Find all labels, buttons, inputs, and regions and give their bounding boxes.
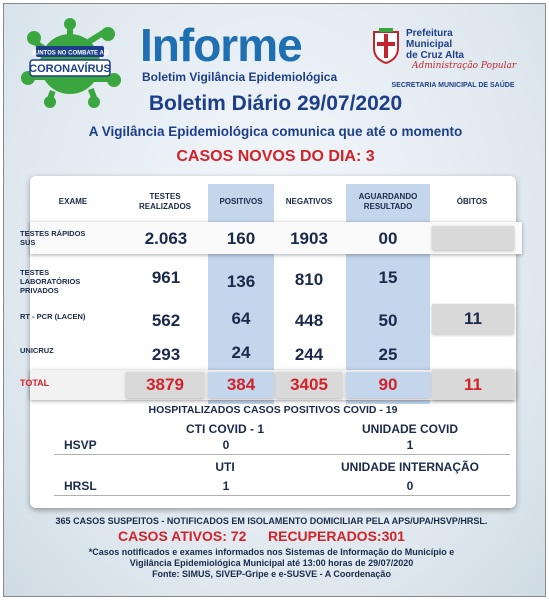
cell-obitos: 11	[464, 309, 482, 328]
footer-note-line1: *Casos notificados e exames informados nos Sistemas de Informação do Município e	[88, 547, 455, 557]
header-testes-realizados: TESTES REALIZADOS	[139, 192, 191, 211]
header-aguardando: AGUARDANDO RESULTADO	[358, 192, 418, 211]
cell-aguardando: 15	[378, 268, 398, 287]
row-label: RT - PCR (LACEN)	[20, 312, 86, 321]
cell-negativos: 810	[294, 270, 324, 289]
hsvp-col1-value: 0	[222, 438, 230, 452]
hrsl-label: HRSL	[64, 479, 97, 493]
prefeitura-line1: Prefeitura	[406, 28, 453, 39]
header-obitos: ÓBITOS	[456, 197, 488, 206]
header-positivos: POSITIVOS	[219, 197, 263, 206]
boletim-date-heading: Boletim Diário 29/07/2020	[148, 92, 403, 115]
cell-testes: 562	[151, 311, 181, 330]
hrsl-col1-value: 1	[222, 479, 230, 493]
prefeitura-name	[406, 28, 536, 61]
cell-testes: 2.063	[144, 229, 188, 248]
row-label: UNICRUZ	[20, 346, 54, 355]
row-label: TESTES RÁPIDOS SUS	[20, 229, 86, 247]
footer-note-line2: Vigilância Epidemiológica Municipal até 13:00 horas de 29/07/2020	[129, 558, 414, 568]
hsvp-col1-header: CTI COVID - 1	[185, 422, 264, 436]
suspected-cases-text: 365 CASOS SUSPEITOS - NOTIFICADOS EM ISOLAMENTO DOMICILIAR PELA APS/UPA/HSVP/HRSL.	[55, 516, 488, 526]
recovered-cases: RECUPERADOS:301	[268, 528, 405, 544]
cell-positivos: 160	[226, 229, 256, 248]
logo-main-text: CORONAVÍRUS	[29, 63, 111, 75]
header-exame: EXAME	[58, 197, 88, 206]
divider	[54, 454, 510, 455]
total-testes: 3879	[146, 375, 184, 394]
hsvp-label: HSVP	[64, 438, 97, 452]
hrsl-col2-value: 0	[406, 479, 414, 493]
row-label: TESTES LABORATÓRIOS PRIVADOS	[20, 268, 81, 295]
cell-negativos: 448	[294, 311, 324, 330]
total-label: TOTAL	[20, 378, 50, 388]
cell-testes: 293	[151, 345, 181, 364]
prefeitura-line3: de Cruz Alta	[406, 50, 464, 61]
new-cases-heading: CASOS NOVOS DO DIA: 3	[176, 148, 375, 165]
hrsl-col2-header: UNIDADE INTERNAÇÃO	[341, 460, 479, 474]
logo-top-text: JUNTOS NO COMBATE AO	[31, 50, 109, 57]
page-title: Informe	[140, 19, 302, 71]
total-aguardando: 90	[378, 375, 398, 394]
total-negativos: 3405	[290, 375, 328, 394]
footer-note	[40, 547, 503, 580]
page-subtitle: Boletim Vigilância Epidemiológica	[142, 70, 338, 84]
active-cases: CASOS ATIVOS: 72	[118, 528, 247, 544]
obitos-cell-empty	[432, 226, 514, 250]
comunica-text: A Vigilância Epidemiológica comunica que até o momento	[88, 124, 463, 139]
hsvp-col2-value: 1	[406, 438, 414, 452]
cell-aguardando: 50	[378, 311, 398, 330]
cell-testes: 961	[151, 268, 181, 287]
total-positivos: 384	[226, 375, 256, 394]
cell-positivos: 136	[226, 272, 256, 291]
hospitalized-title: HOSPITALIZADOS CASOS POSITIVOS COVID - 19	[148, 404, 398, 416]
cell-aguardando: 00	[378, 229, 398, 248]
hsvp-col2-header: UNIDADE COVID	[361, 422, 458, 436]
prefeitura-line2: Municipal	[406, 39, 453, 50]
city-crest-icon	[371, 28, 401, 64]
cell-negativos: 244	[294, 345, 324, 364]
hrsl-col1-header: UTI	[215, 460, 235, 474]
secretaria-saude: SECRETARIA MUNICIPAL DE SAÚDE	[391, 82, 515, 89]
divider	[54, 495, 510, 496]
administracao-popular: Administração Popular	[412, 61, 517, 71]
cell-aguardando: 25	[378, 345, 398, 364]
footer-source: Fonte: SIMUS, SIVEP-Gripe e e-SUSVE - A Coordenação	[152, 569, 391, 579]
total-obitos: 11	[464, 375, 482, 394]
header-negativos: NEGATIVOS	[285, 197, 333, 206]
cell-positivos: 24	[231, 343, 251, 362]
cell-positivos: 64	[231, 309, 251, 328]
cell-negativos: 1903	[290, 229, 328, 248]
